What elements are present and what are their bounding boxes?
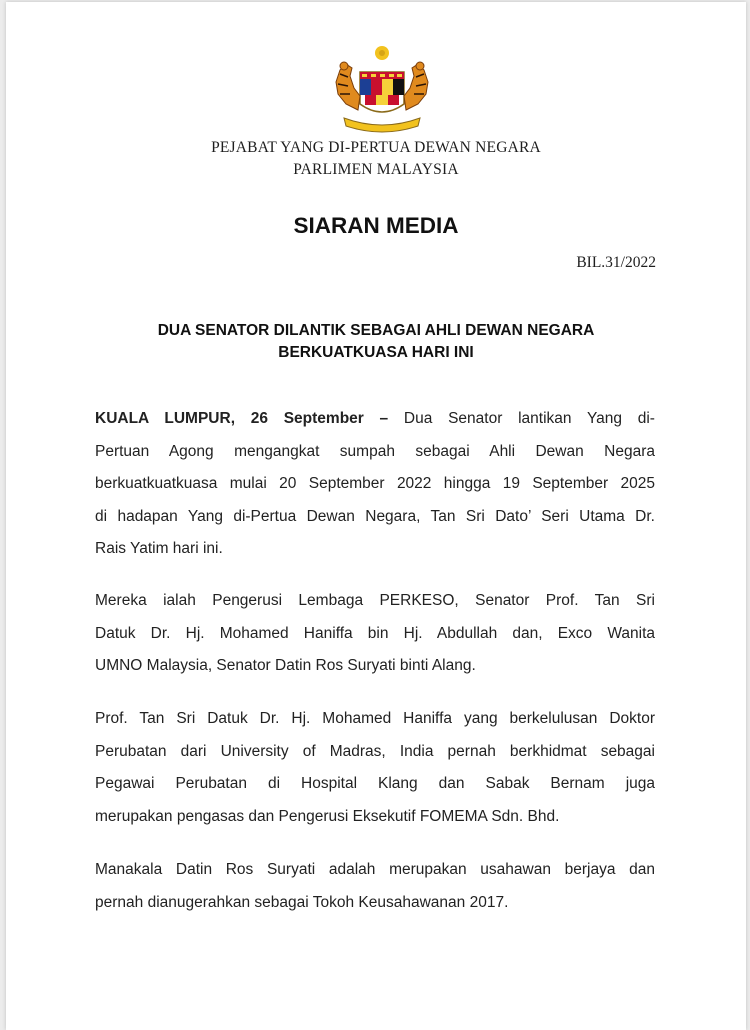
paragraph-1-line-2: Pertuan Agong mengangkat sumpah sebagai Ahli Dewan Negara bbox=[95, 442, 655, 460]
reference-number: BIL.31/2022 bbox=[576, 254, 656, 271]
document-title: SIARAN MEDIA bbox=[293, 213, 459, 238]
headline-line-1: DUA SENATOR DILANTIK SEBAGAI AHLI DEWAN NEGARA bbox=[157, 322, 595, 339]
paragraph-3-line-4: merupakan pengasas dan Pengerusi Eksekutif FOMEMA Sdn. Bhd. bbox=[95, 807, 560, 825]
paragraph-1-line-5: Rais Yatim hari ini. bbox=[95, 540, 223, 557]
malaysia-coat-of-arms-icon bbox=[324, 44, 440, 140]
paragraph-1-line-4: di hadapan Yang di-Pertua Dewan Negara, Tan Sri Dato’ Seri Utama Dr. bbox=[95, 507, 655, 525]
paragraph-2-line-3: UMNO Malaysia, Senator Datin Ros Suryati binti Alang. bbox=[95, 657, 476, 674]
paragraph-1 bbox=[95, 403, 655, 566]
paragraph-4 bbox=[95, 854, 655, 919]
paragraph-4-line-2: pernah dianugerahkan sebagai Tokoh Keusahawanan 2017. bbox=[95, 893, 509, 911]
paragraph-3-line-2: Perubatan dari University of Madras, India pernah berkhidmat sebagai bbox=[95, 742, 655, 760]
paragraph-1-line-1-text: Dua Senator lantikan Yang di- bbox=[388, 410, 655, 427]
headline-line-2: BERKUATKUASA HARI INI bbox=[278, 344, 474, 361]
document-page bbox=[6, 2, 746, 1030]
paragraph-2-line-2: Datuk Dr. Hj. Mohamed Haniffa bin Hj. Abdullah dan, Exco Wanita bbox=[95, 624, 655, 642]
dateline: KUALA LUMPUR, 26 September – bbox=[95, 410, 389, 427]
paragraph-2 bbox=[95, 585, 655, 683]
paragraph-3 bbox=[95, 703, 655, 833]
office-name: PEJABAT YANG DI-PERTUA DEWAN NEGARA bbox=[211, 139, 541, 156]
paragraph-4-line-1: Manakala Datin Ros Suryati adalah merupakan usahawan berjaya dan bbox=[95, 861, 655, 878]
paragraph-1-line-1 bbox=[95, 403, 655, 436]
paragraph-1-line-3: berkuatkuatkuasa mulai 20 September 2022 hingga 19 September 2025 bbox=[95, 475, 655, 492]
parliament-name: PARLIMEN MALAYSIA bbox=[293, 161, 459, 178]
paragraph-3-line-1: Prof. Tan Sri Datuk Dr. Hj. Mohamed Haniffa yang berkelulusan Doktor bbox=[95, 710, 655, 727]
paragraph-3-line-3: Pegawai Perubatan di Hospital Klang dan Sabak Bernam juga bbox=[95, 775, 655, 792]
paragraph-2-line-1: Mereka ialah Pengerusi Lembaga PERKESO, Senator Prof. Tan Sri bbox=[95, 592, 655, 609]
